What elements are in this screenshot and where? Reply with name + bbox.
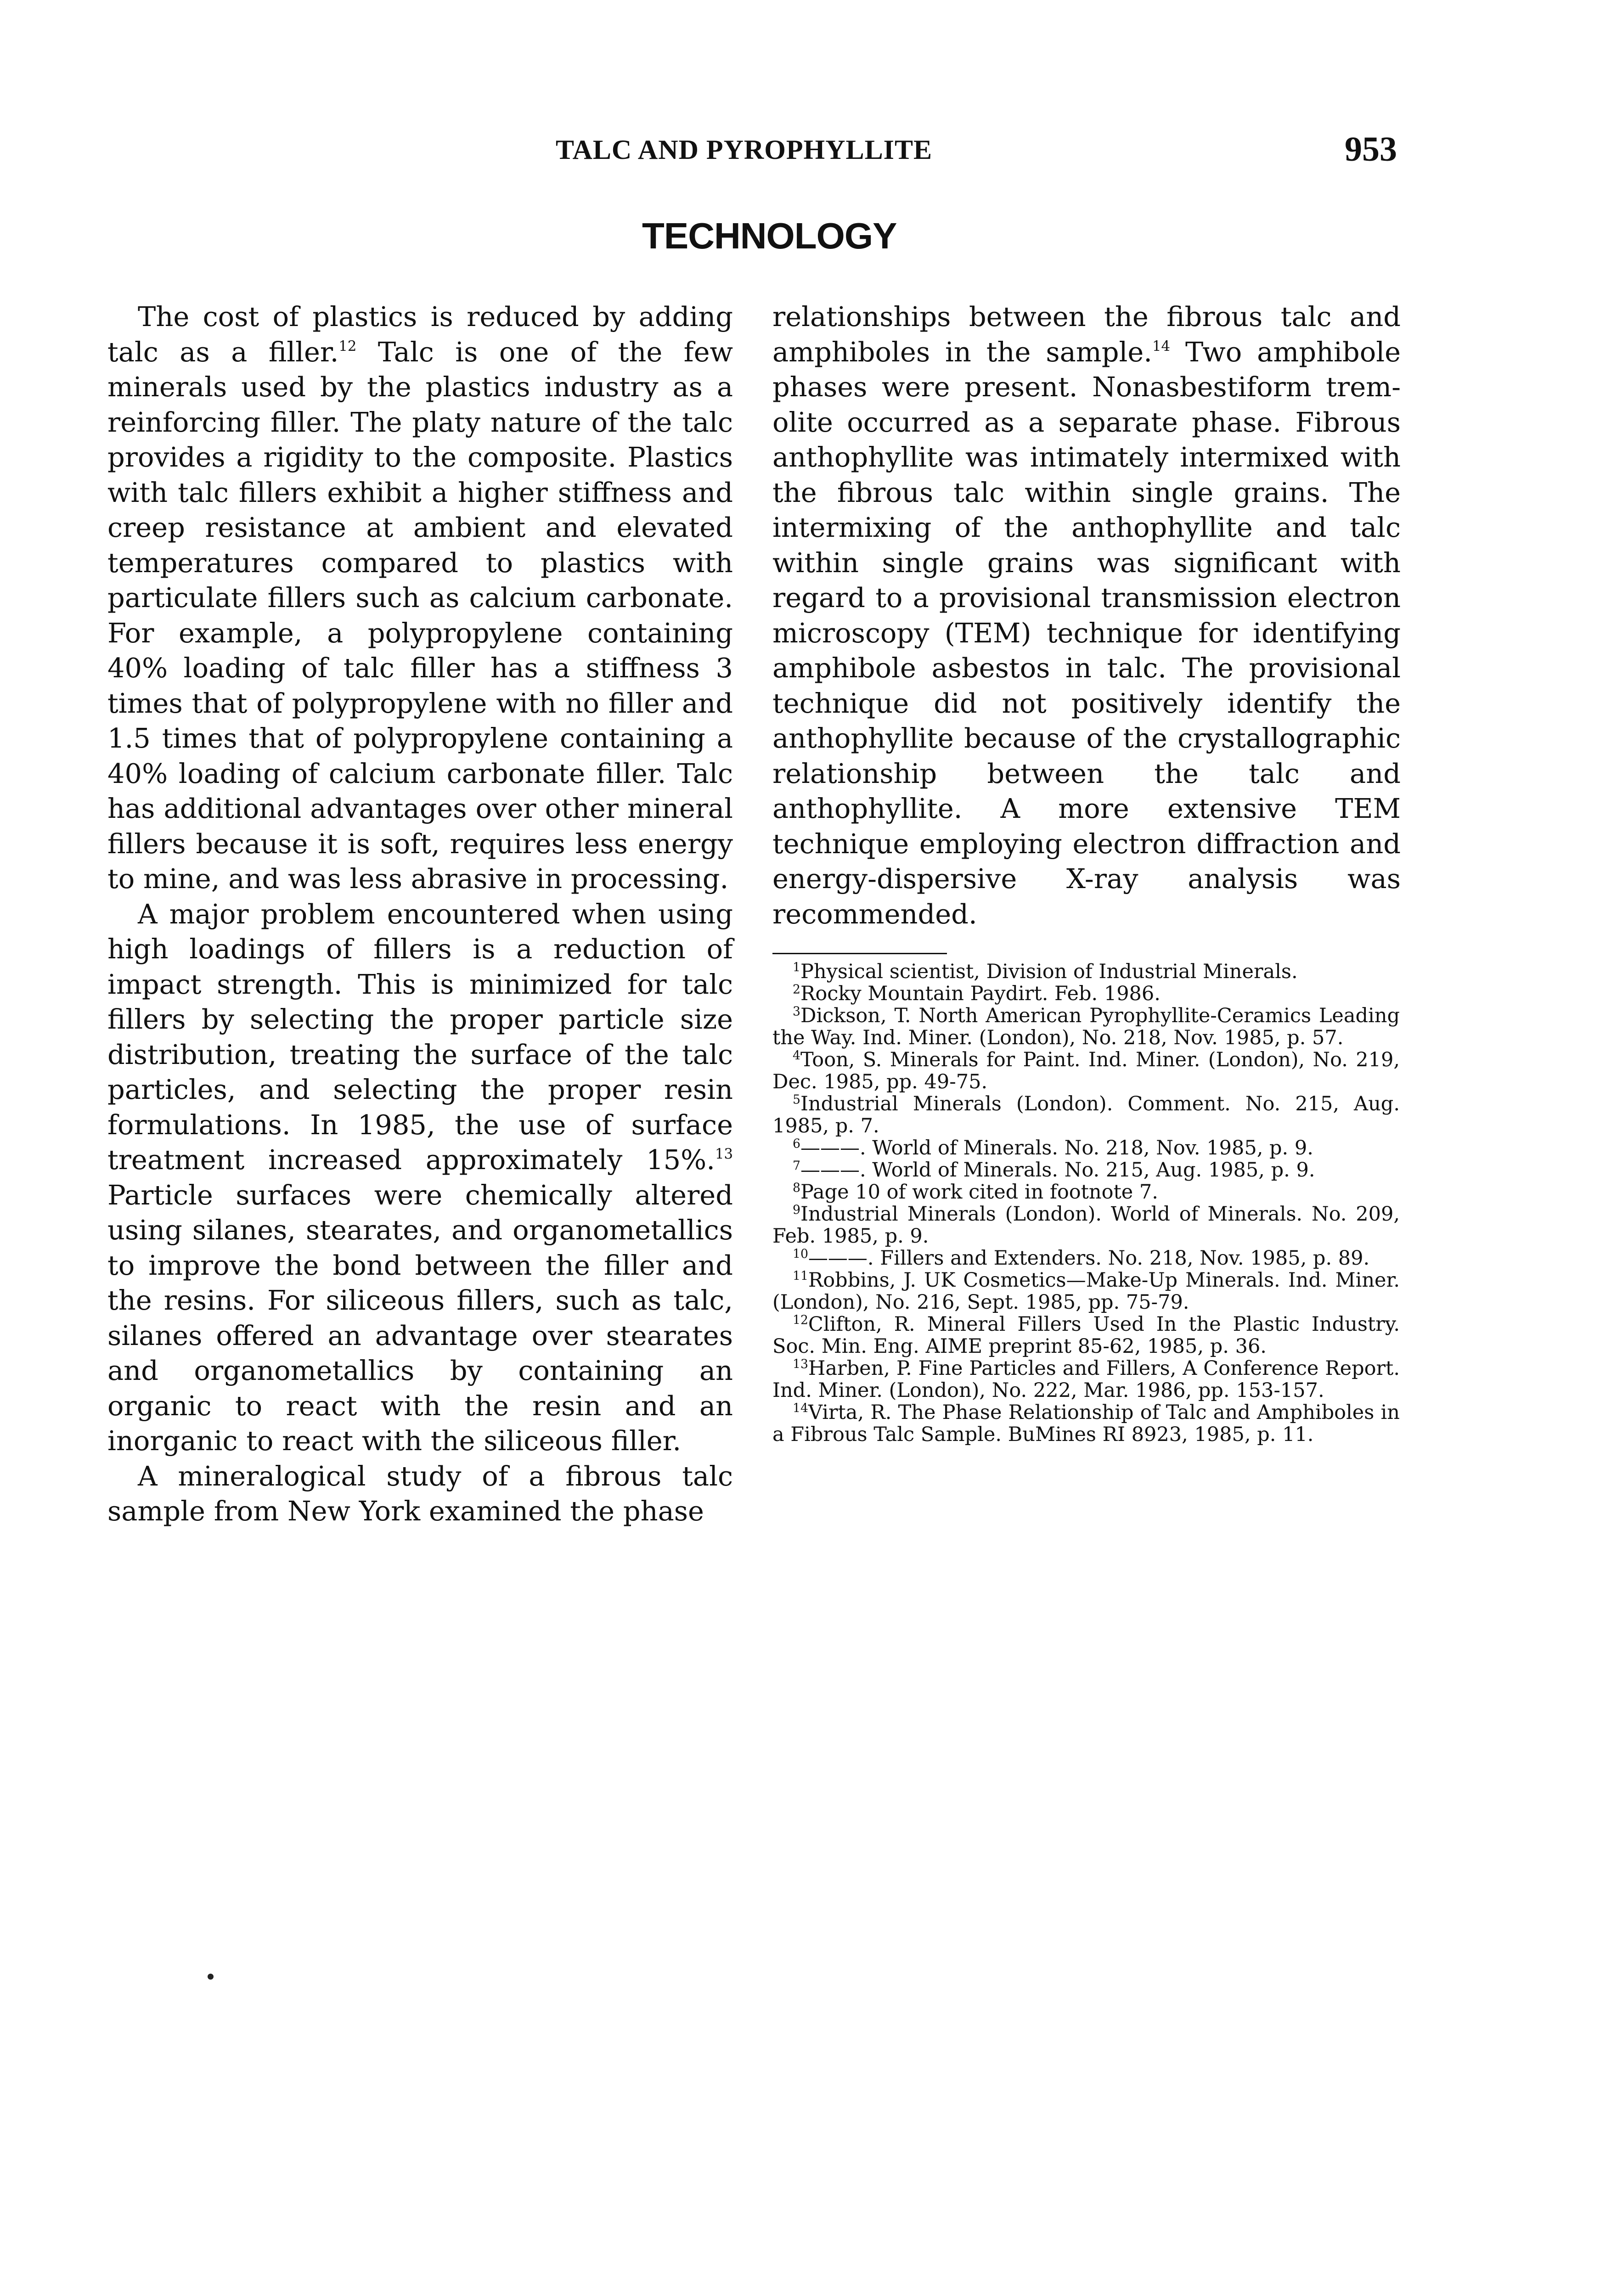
footnote-number: 6 [793,1137,800,1151]
footnote-ref: 13 [715,1146,733,1162]
footnote-number: 14 [793,1401,808,1416]
right-column [772,299,1401,932]
footnote-text: Dickson, T. North American Pyrophyllite-Ceramics Leading the Way. Ind. Miner. (London), No. 218, Nov. 1985, p. 57. [772,1004,1400,1049]
footnote-text: Rocky Mountain Paydirt. Feb. 1986. [800,982,1161,1005]
footnote-text: Industrial Minerals (London). World of Minerals. No. 209, Feb. 1985, p. 9. [772,1203,1400,1248]
footnote-item [772,1247,1400,1269]
footnote-item [772,1269,1400,1313]
footnote-number: 7 [793,1159,800,1173]
paragraph-impact-strength: A major problem encountered when using high loadings of fillers is a reduction of impact strength. This is minimized for talc fillers by selecting the proper particle size distribution, treating the surface of the talc particles, and selecting the proper resin formulations. In 1985, the use of surface treatment increased approximately 15%.$^{13}$ Particle surfaces were chemically altered using silanes, stearates, and organometallics to improve the bond between the filler and the resins. For siliceous fillers, such as talc, silanes offered an advantage over stearates and organometallics by containing an organic to react with the resin and an inorganic to react with the siliceous filler. [107,898,733,1457]
footnote-item [772,1401,1400,1446]
paragraph-plastics-cost: The cost of plastics is reduced by adding talc as a filler.$^{12}$ Talc is one of the few minerals used by the plastics industry as a reinforcing filler. The platy nature of the talc provides a rigidity to the composite. Plastics with talc fillers exhibit a higher stiffness and creep resistance at ambient and elevated temperatures compared to plastics with particulate fillers such as calcium carbonate. For example, a polypropylene containing 40% loading of talc filler has a stiffness 3 times that of polypropylene with no filler and 1.5 times that of polypropylene containing a 40% loading of calcium carbonate filler. Talc has additional advantages over other mineral fillers because it is soft, requires less energy to mine, and was less abrasive in processing. [107,301,733,895]
footnote-number: 1 [793,960,800,975]
footnote-number: 11 [793,1269,808,1283]
footnote-rule [772,953,947,954]
footnote-item [772,1203,1400,1247]
footnote-text: ———. World of Minerals. No. 215, Aug. 1985, p. 9. [800,1159,1315,1182]
footnote-ref: 14 [1152,338,1171,355]
footnote-number: 3 [793,1004,800,1019]
footnote-text: Robbins, J. UK Cosmetics—Make-Up Minerals. Ind. Miner. (London), No. 216, Sept. 1985, pp. 75-79. [772,1269,1400,1314]
footnote-number: 8 [793,1181,800,1195]
footnote-number: 12 [793,1313,808,1328]
footnote-text: Toon, S. Minerals for Paint. Ind. Miner. (London), No. 219, Dec. 1985, pp. 49-75. [772,1048,1400,1093]
left-column [107,299,733,1529]
footnote-text: ———. Fillers and Extenders. No. 218, Nov. 1985, p. 89. [808,1247,1370,1270]
footnote-number: 5 [793,1092,800,1107]
running-head: TALC AND PYROPHYLLITE [556,135,932,165]
paragraph-mineralogical-study-continued [772,299,1401,932]
footnote-item [772,961,1400,983]
section-heading: TECHNOLOGY [642,215,897,256]
footnote-item [772,1159,1400,1181]
footnote-item [772,1093,1400,1137]
footnote-text: ———. World of Minerals. No. 218, Nov. 1985, p. 9. [800,1137,1313,1159]
footnote-item [772,1137,1400,1159]
footnote-item [772,1357,1400,1401]
footnote-text: Industrial Minerals (London). Comment. No. 215, Aug. 1985, p. 7. [772,1092,1400,1137]
footnotes [772,961,1400,1446]
footnote-text: Virta, R. The Phase Relationship of Talc and Amphiboles in a Fibrous Talc Sample. BuMines RI 8923, 1985, p. 11. [772,1401,1400,1446]
footnote-text: Page 10 of work cited in footnote 7. [800,1181,1158,1204]
paragraph-mineralogical-study: A mineralogical study of a fibrous talc sample from New York examined the phase [107,1460,733,1527]
footnote-text: Physical scientist, Division of Industrial Minerals. [800,960,1298,983]
footnote-text: Clifton, R. Mineral Fillers Used In the Plastic Industry. Soc. Min. Eng. AIME preprint 85-62, 1985, p. 36. [772,1313,1400,1358]
print-speck [208,1974,214,1980]
paragraph-text: relationships between the fibrous talc and amphiboles in the sample. [772,301,1401,368]
footnote-item [772,983,1400,1005]
footnote-item [772,1181,1400,1203]
footnote-text: Harben, P. Fine Particles and Fillers, A Conference Report. Ind. Miner. (London), No. 222, Mar. 1986, pp. 153-157. [772,1357,1400,1402]
footnote-ref: 12 [338,338,357,355]
page-number: 953 [1345,130,1397,169]
footnote-number: 13 [793,1357,808,1372]
paragraph-text: Two amphibole phases were present. Nonasbestiform tremolite occurred as a separate phase. Fibrous anthophyllite was intimately intermixed with the fibrous talc within single grains. The intermixing of the anthophyllite and talc within single grains was significant with regard to a provisional transmission electron microscopy (TEM) technique for identifying amphibole asbestos in talc. The provisional technique did not positively identify the anthophyllite because of the crystallographic relationship between the talc and anthophyllite. A more extensive TEM technique employing electron diffraction and energy-dispersive X-ray analysis was recommended. [772,336,1401,930]
footnote-item [772,1313,1400,1357]
footnote-number: 10 [793,1247,808,1261]
footnote-number: 2 [793,982,800,997]
footnote-item [772,1049,1400,1093]
footnote-number: 4 [793,1048,800,1063]
footnote-item [772,1005,1400,1049]
footnote-number: 9 [793,1203,800,1217]
